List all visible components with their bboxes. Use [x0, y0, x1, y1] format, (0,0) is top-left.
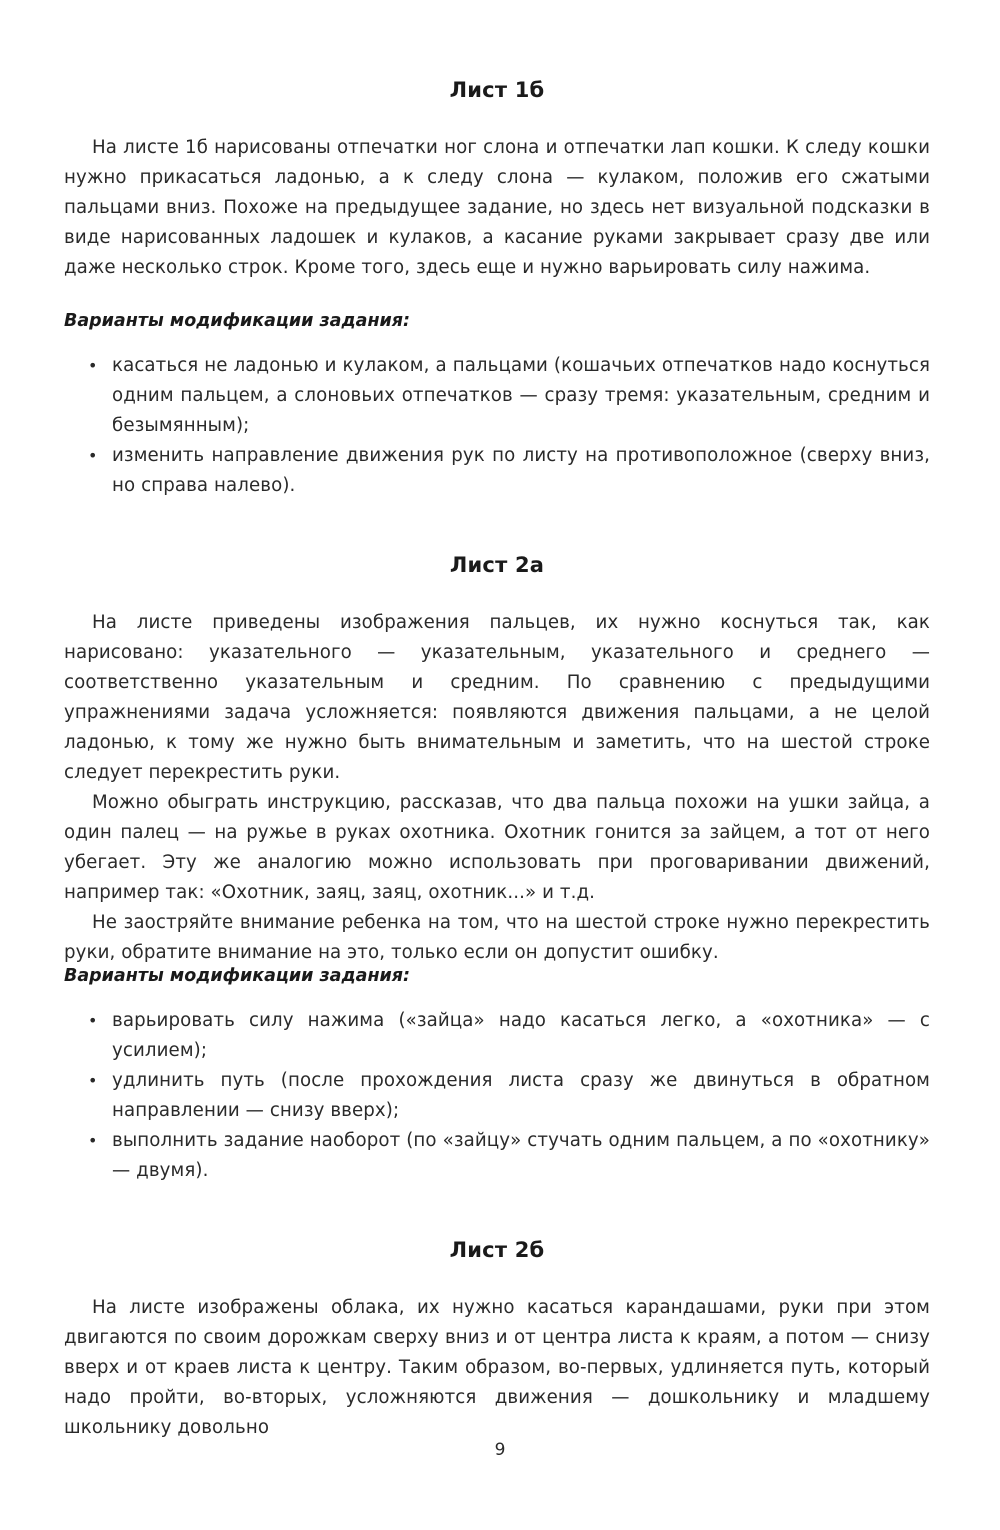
- modifications-list: [64, 351, 930, 501]
- modifications-block: [64, 961, 930, 1186]
- paragraph: Не заостряйте внимание ребенка на том, что на шестой строке нужно перекрестить руки, обратите внимание на это, только если он допустит ошибку.: [64, 912, 930, 963]
- modifications-title: Варианты модификации задания:: [64, 311, 411, 331]
- section-list-1b: [64, 78, 930, 283]
- section-title: Лист 1б: [449, 78, 545, 102]
- paragraph: На листе 1б нарисованы отпечатки ног слона и отпечатки лап кошки. К следу кошки нужно прикасаться ладонью, а к следу слона — кулаком, положив его сжатыми пальцами вниз. Похоже на предыдущее задание, но здесь нет визуальной подсказки в виде нарисованных ладошек и кулаков, а касание руками закрывает сразу две или даже несколько строк. Кроме того, здесь еще и нужно варьировать силу нажима.: [64, 137, 930, 278]
- section-title: Лист 2а: [449, 553, 545, 577]
- modifications-title: Варианты модификации задания:: [64, 966, 411, 986]
- page-number: 9: [494, 1440, 506, 1460]
- list-item: • варьировать силу нажима («зайца» надо касаться легко, а «охотника» — с усилием);: [64, 1006, 930, 1066]
- section-title: Лист 2б: [449, 1238, 545, 1262]
- paragraph: На листе приведены изображения пальцев, их нужно коснуться так, как нарисовано: указательного — указательным, указательного и среднего — соответственно указательным и средним. По сравнению с предыдущими упражнениями задача усложняется: появляются движения пальцами, а не целой ладонью, к тому же нужно быть внимательным и заметить, что на шестой строке следует перекрестить руки.: [64, 612, 930, 783]
- list-item: • касаться не ладонью и кулаком, а пальцами (кошачьих отпечатков надо коснуться одним пальцем, а слоновьих отпечатков — сразу тремя: указательным, средним и безымянным);: [64, 351, 930, 441]
- modifications-list: [64, 1006, 930, 1186]
- paragraph: На листе изображены облака, их нужно касаться карандашами, руки при этом двигаются по своим дорожкам сверху вниз и от центра листа к краям, а потом — снизу вверх и от краев листа к центру. Таким образом, во-первых, удлиняется путь, который надо пройти, во-вторых, усложняются движения — дошкольнику и младшему школьнику довольно: [64, 1297, 930, 1438]
- list-item: • выполнить задание наоборот (по «зайцу» стучать одним пальцем, а по «охотнику» — двумя).: [64, 1126, 930, 1186]
- modifications-block: [64, 306, 930, 501]
- section-list-2b: [64, 1238, 930, 1443]
- paragraph: Можно обыграть инструкцию, рассказав, что два пальца похожи на ушки зайца, а один палец — на ружье в руках охотника. Охотник гонится за зайцем, а тот от него убегает. Эту же аналогию можно использовать при проговаривании движений, например так: «Охотник, заяц, заяц, охотник...» и т.д.: [64, 792, 930, 903]
- list-item: • изменить направление движения рук по листу на противоположное (сверху вниз, но справа налево).: [64, 441, 930, 501]
- section-list-2a: [64, 553, 930, 968]
- list-item: • удлинить путь (после прохождения листа сразу же двинуться в обратном направлении — снизу вверх);: [64, 1066, 930, 1126]
